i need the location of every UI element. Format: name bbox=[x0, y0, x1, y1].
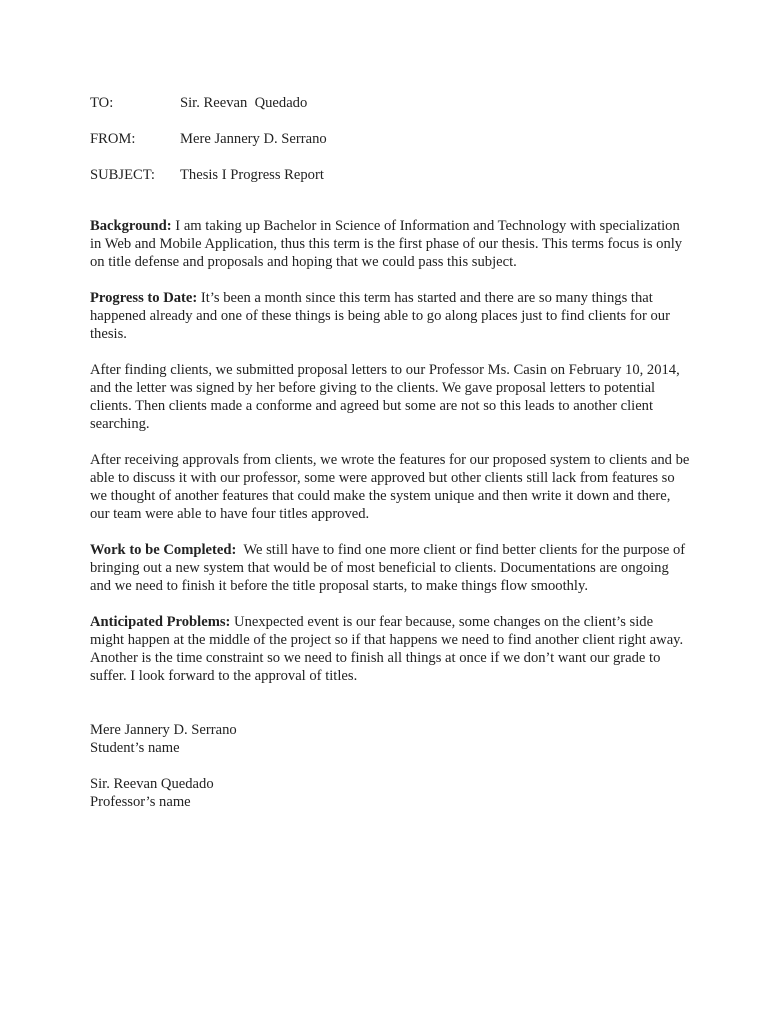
from-label: FROM: bbox=[90, 131, 136, 147]
professor-signature bbox=[90, 775, 690, 811]
professor-name: Sir. Reevan Quedado bbox=[90, 776, 214, 792]
subject-label: SUBJECT: bbox=[90, 167, 155, 183]
progress-paragraph bbox=[90, 289, 690, 343]
work-label: Work to be Completed: bbox=[90, 542, 237, 558]
student-name: Mere Jannery D. Serrano bbox=[90, 722, 237, 738]
background-label: Background: bbox=[90, 218, 172, 234]
progress-label: Progress to Date: bbox=[90, 290, 198, 306]
subject-value: Thesis I Progress Report bbox=[180, 167, 324, 183]
work-paragraph bbox=[90, 541, 690, 595]
student-signature bbox=[90, 721, 690, 757]
problems-label: Anticipated Problems: bbox=[90, 614, 231, 630]
from-value: Mere Jannery D. Serrano bbox=[180, 131, 327, 147]
student-role: Student’s name bbox=[90, 740, 180, 756]
to-label: TO: bbox=[90, 95, 114, 111]
professor-role: Professor’s name bbox=[90, 794, 191, 810]
background-text: I am taking up Bachelor in Science of Information and Technology with specialization in Web and Mobile Application, thus this term is the first phase of our thesis. This terms focus is only on title defense and proposals and hoping that we could pass this subject. bbox=[90, 218, 683, 270]
memo-body bbox=[90, 217, 690, 829]
work-text: We still have to find one more client or find better clients for the purpose of bringing out a new system that would be of most beneficial to clients. Documentations are ongoing and we need to finish it before the title proposal starts, to make things flow smoothly. bbox=[90, 542, 689, 594]
progress-paragraph-2: After finding clients, we submitted proposal letters to our Professor Ms. Casin on February 10, 2014, and the letter was signed by her before giving to the clients. We gave proposal letters to potential clients. Then clients made a conforme and agreed but some are not so this leads to another client searching. bbox=[90, 362, 680, 432]
to-value: Sir. Reevan Quedado bbox=[180, 95, 308, 111]
problems-text: Unexpected event is our fear because, some changes on the client’s side might happen at the middle of the project so if that happens we need to find another client right away. Another is the time constraint so we need to finish all things at once if we don’t want our grade to suffer. I look forward to the approval of titles. bbox=[90, 614, 684, 684]
progress-paragraph-3: After receiving approvals from clients, we wrote the features for our proposed system to clients and be able to discuss it with our professor, some were approved but other clients still lack from features so we thought of another features that could make the system unique and then write it down and there, our team were able to have four titles approved. bbox=[90, 452, 690, 522]
background-paragraph bbox=[90, 217, 690, 271]
problems-paragraph bbox=[90, 613, 690, 685]
progress-text: It’s been a month since this term has started and there are so many things that happened already and one of these things is being able to go along places just to find clients for our thesis. bbox=[90, 290, 670, 342]
